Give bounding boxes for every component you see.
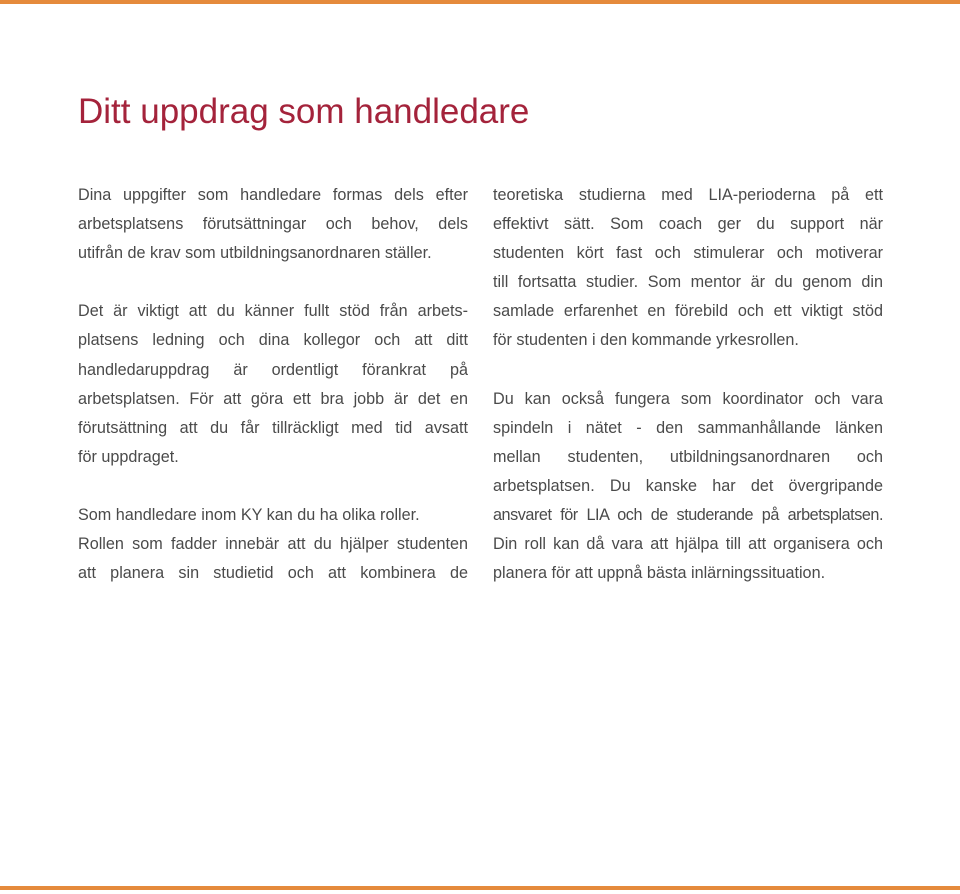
text-line: teoretiska studierna med LIA-perioderna på ett bbox=[493, 186, 883, 204]
page-title: Ditt uppdrag som handledare bbox=[78, 92, 530, 131]
bottom-accent-rule bbox=[0, 886, 960, 890]
paragraph-coach-mentor bbox=[493, 181, 883, 356]
text-line: ansvaret för LIA och de studerande på arbetsplatsen. bbox=[493, 506, 883, 525]
text-line: Din roll kan då vara att hjälpa till att organisera och bbox=[493, 535, 883, 554]
text-line: för studenten i den kommande yrkesrollen. bbox=[493, 331, 799, 350]
text-line: Du kan också fungera som koordinator och vara bbox=[493, 389, 883, 408]
paragraph-roles bbox=[78, 501, 468, 588]
text-line: planera för att uppnå bästa inlärningssituation. bbox=[493, 564, 826, 583]
text-line: att planera sin studietid och att kombinera de bbox=[78, 564, 468, 583]
text-line: Rollen som fadder innebär att du hjälper studenten bbox=[78, 535, 468, 554]
text-line: effektivt sätt. Som coach ger du support när bbox=[493, 215, 883, 234]
text-line: arbetsplatsen. Du kanske har det övergripande bbox=[493, 476, 883, 495]
paragraph-coordinator bbox=[493, 385, 883, 589]
text-line: spindeln i nätet - den sammanhållande länken bbox=[493, 418, 883, 437]
text-line: handledaruppdrag är ordentligt förankrat på bbox=[78, 360, 468, 379]
paragraph-support bbox=[78, 297, 468, 472]
top-accent-rule bbox=[0, 0, 960, 4]
text-line: till fortsatta studier. Som mentor är du genom din bbox=[493, 273, 883, 292]
right-text-column bbox=[493, 181, 883, 588]
paragraph-duties bbox=[78, 181, 468, 268]
text-line: utifrån de krav som utbildningsanordnaren ställer. bbox=[78, 244, 432, 263]
text-line: arbetsplatsen. För att göra ett bra jobb är det en bbox=[78, 389, 468, 408]
text-line: förutsättning att du får tillräckligt med tid avsatt bbox=[78, 418, 468, 437]
left-text-column bbox=[78, 181, 468, 588]
paragraph-gap bbox=[78, 472, 468, 501]
text-line: mellan studenten, utbildningsanordnaren och bbox=[493, 447, 883, 466]
text-line: Som handledare inom KY kan du ha olika roller. bbox=[78, 506, 420, 525]
text-line: studenten kört fast och stimulerar och motiverar bbox=[493, 244, 883, 263]
text-line: arbetsplatsens förutsättningar och behov, dels bbox=[78, 215, 468, 234]
text-line: för uppdraget. bbox=[78, 447, 179, 466]
text-line: Dina uppgifter som handledare formas dels efter bbox=[78, 186, 468, 204]
paragraph-gap bbox=[493, 356, 883, 385]
paragraph-gap bbox=[78, 268, 468, 297]
text-line: Det är viktigt att du känner fullt stöd från arbets- bbox=[78, 302, 468, 321]
text-line: samlade erfarenhet en förebild och ett viktigt stöd bbox=[493, 302, 883, 321]
text-line: platsens ledning och dina kollegor och att ditt bbox=[78, 331, 468, 350]
